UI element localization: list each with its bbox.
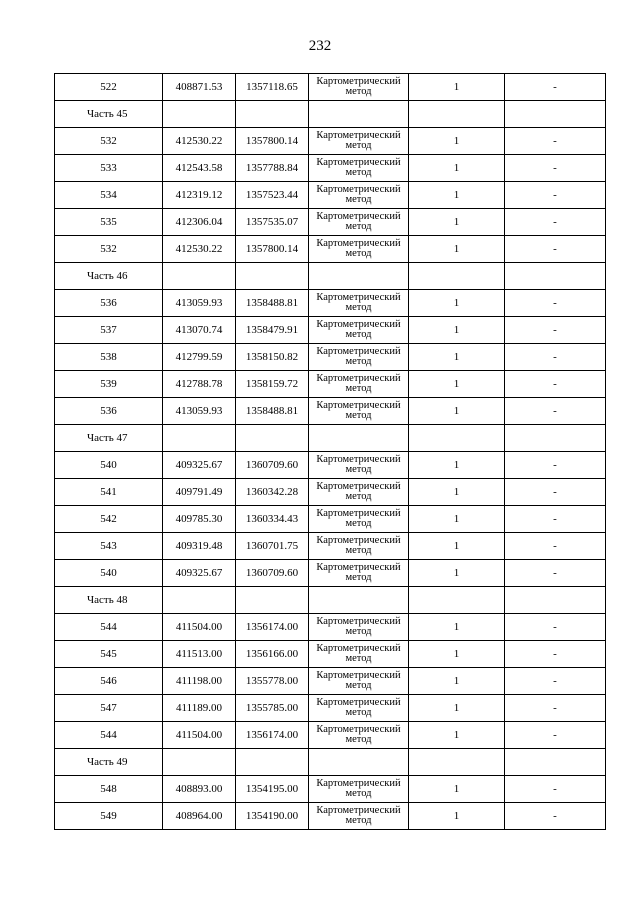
accuracy-cell: 1 (409, 560, 505, 587)
note-cell: - (505, 803, 606, 830)
note-cell: - (505, 290, 606, 317)
point-number-cell: 543 (55, 533, 163, 560)
part-header-row (55, 425, 606, 452)
point-number-cell: 542 (55, 506, 163, 533)
empty-cell (309, 425, 409, 452)
table-row (55, 209, 606, 236)
table-row (55, 398, 606, 425)
accuracy-cell: 1 (409, 506, 505, 533)
table-row (55, 128, 606, 155)
method-cell: Картометрический метод (309, 182, 409, 209)
accuracy-cell: 1 (409, 182, 505, 209)
y-coordinate-cell: 1355778.00 (236, 668, 309, 695)
point-number-cell: 549 (55, 803, 163, 830)
table-row (55, 290, 606, 317)
empty-cell (409, 425, 505, 452)
empty-cell (505, 425, 606, 452)
note-cell: - (505, 344, 606, 371)
part-label: Часть 48 (55, 587, 163, 614)
table-row (55, 722, 606, 749)
accuracy-cell: 1 (409, 452, 505, 479)
empty-cell (505, 587, 606, 614)
empty-cell (505, 263, 606, 290)
method-cell: Картометрический метод (309, 74, 409, 101)
x-coordinate-cell: 412530.22 (163, 236, 236, 263)
method-cell: Картометрический метод (309, 776, 409, 803)
table-row (55, 560, 606, 587)
x-coordinate-cell: 411513.00 (163, 641, 236, 668)
empty-cell (309, 587, 409, 614)
x-coordinate-cell: 409791.49 (163, 479, 236, 506)
table-row (55, 695, 606, 722)
method-cell: Картометрический метод (309, 506, 409, 533)
part-label: Часть 49 (55, 749, 163, 776)
method-cell: Картометрический метод (309, 371, 409, 398)
x-coordinate-cell: 412799.59 (163, 344, 236, 371)
table-row (55, 641, 606, 668)
point-number-cell: 532 (55, 236, 163, 263)
y-coordinate-cell: 1357788.84 (236, 155, 309, 182)
note-cell: - (505, 398, 606, 425)
note-cell: - (505, 209, 606, 236)
part-header-row (55, 749, 606, 776)
accuracy-cell: 1 (409, 803, 505, 830)
note-cell: - (505, 722, 606, 749)
part-label: Часть 45 (55, 101, 163, 128)
table-row (55, 776, 606, 803)
accuracy-cell: 1 (409, 641, 505, 668)
empty-cell (409, 101, 505, 128)
method-cell: Картометрический метод (309, 668, 409, 695)
note-cell: - (505, 560, 606, 587)
table-row (55, 614, 606, 641)
x-coordinate-cell: 409319.48 (163, 533, 236, 560)
part-header-row (55, 587, 606, 614)
method-cell: Картометрический метод (309, 614, 409, 641)
point-number-cell: 534 (55, 182, 163, 209)
note-cell: - (505, 641, 606, 668)
empty-cell (409, 749, 505, 776)
point-number-cell: 540 (55, 452, 163, 479)
point-number-cell: 538 (55, 344, 163, 371)
method-cell: Картометрический метод (309, 641, 409, 668)
y-coordinate-cell: 1354195.00 (236, 776, 309, 803)
note-cell: - (505, 74, 606, 101)
note-cell: - (505, 776, 606, 803)
empty-cell (409, 263, 505, 290)
accuracy-cell: 1 (409, 236, 505, 263)
x-coordinate-cell: 408893.00 (163, 776, 236, 803)
y-coordinate-cell: 1360709.60 (236, 452, 309, 479)
note-cell: - (505, 695, 606, 722)
point-number-cell: 540 (55, 560, 163, 587)
accuracy-cell: 1 (409, 722, 505, 749)
empty-cell (309, 101, 409, 128)
accuracy-cell: 1 (409, 128, 505, 155)
point-number-cell: 533 (55, 155, 163, 182)
empty-cell (163, 749, 236, 776)
accuracy-cell: 1 (409, 290, 505, 317)
y-coordinate-cell: 1358488.81 (236, 290, 309, 317)
coordinates-table (54, 73, 606, 830)
y-coordinate-cell: 1358488.81 (236, 398, 309, 425)
empty-cell (409, 587, 505, 614)
point-number-cell: 536 (55, 398, 163, 425)
table-row (55, 317, 606, 344)
method-cell: Картометрический метод (309, 155, 409, 182)
accuracy-cell: 1 (409, 344, 505, 371)
accuracy-cell: 1 (409, 155, 505, 182)
table-row (55, 668, 606, 695)
accuracy-cell: 1 (409, 317, 505, 344)
x-coordinate-cell: 413059.93 (163, 290, 236, 317)
y-coordinate-cell: 1360334.43 (236, 506, 309, 533)
method-cell: Картометрический метод (309, 560, 409, 587)
note-cell: - (505, 182, 606, 209)
method-cell: Картометрический метод (309, 803, 409, 830)
y-coordinate-cell: 1357800.14 (236, 128, 309, 155)
method-cell: Картометрический метод (309, 722, 409, 749)
y-coordinate-cell: 1357523.44 (236, 182, 309, 209)
y-coordinate-cell: 1356174.00 (236, 722, 309, 749)
table-row (55, 155, 606, 182)
point-number-cell: 545 (55, 641, 163, 668)
point-number-cell: 546 (55, 668, 163, 695)
note-cell: - (505, 506, 606, 533)
method-cell: Картометрический метод (309, 398, 409, 425)
empty-cell (236, 749, 309, 776)
accuracy-cell: 1 (409, 398, 505, 425)
empty-cell (163, 425, 236, 452)
x-coordinate-cell: 408964.00 (163, 803, 236, 830)
empty-cell (163, 263, 236, 290)
table-row (55, 74, 606, 101)
y-coordinate-cell: 1358150.82 (236, 344, 309, 371)
note-cell: - (505, 452, 606, 479)
x-coordinate-cell: 412530.22 (163, 128, 236, 155)
note-cell: - (505, 128, 606, 155)
point-number-cell: 532 (55, 128, 163, 155)
y-coordinate-cell: 1357118.65 (236, 74, 309, 101)
x-coordinate-cell: 411189.00 (163, 695, 236, 722)
y-coordinate-cell: 1360701.75 (236, 533, 309, 560)
y-coordinate-cell: 1360342.28 (236, 479, 309, 506)
page-number: 232 (308, 38, 332, 54)
x-coordinate-cell: 409325.67 (163, 452, 236, 479)
note-cell: - (505, 236, 606, 263)
part-header-row (55, 263, 606, 290)
table-row (55, 182, 606, 209)
accuracy-cell: 1 (409, 533, 505, 560)
y-coordinate-cell: 1360709.60 (236, 560, 309, 587)
y-coordinate-cell: 1356174.00 (236, 614, 309, 641)
point-number-cell: 544 (55, 722, 163, 749)
y-coordinate-cell: 1358159.72 (236, 371, 309, 398)
y-coordinate-cell: 1358479.91 (236, 317, 309, 344)
note-cell: - (505, 155, 606, 182)
method-cell: Картометрический метод (309, 452, 409, 479)
note-cell: - (505, 533, 606, 560)
x-coordinate-cell: 411504.00 (163, 614, 236, 641)
part-label: Часть 46 (55, 263, 163, 290)
empty-cell (163, 587, 236, 614)
coordinates-table-body (55, 74, 606, 830)
part-header-row (55, 101, 606, 128)
x-coordinate-cell: 412306.04 (163, 209, 236, 236)
empty-cell (236, 263, 309, 290)
empty-cell (236, 587, 309, 614)
empty-cell (236, 425, 309, 452)
x-coordinate-cell: 409325.67 (163, 560, 236, 587)
x-coordinate-cell: 411504.00 (163, 722, 236, 749)
x-coordinate-cell: 408871.53 (163, 74, 236, 101)
y-coordinate-cell: 1354190.00 (236, 803, 309, 830)
method-cell: Картометрический метод (309, 695, 409, 722)
x-coordinate-cell: 409785.30 (163, 506, 236, 533)
method-cell: Картометрический метод (309, 209, 409, 236)
accuracy-cell: 1 (409, 479, 505, 506)
point-number-cell: 522 (55, 74, 163, 101)
y-coordinate-cell: 1356166.00 (236, 641, 309, 668)
table-row (55, 236, 606, 263)
point-number-cell: 547 (55, 695, 163, 722)
table-row (55, 479, 606, 506)
point-number-cell: 541 (55, 479, 163, 506)
note-cell: - (505, 371, 606, 398)
note-cell: - (505, 614, 606, 641)
empty-cell (309, 263, 409, 290)
note-cell: - (505, 317, 606, 344)
y-coordinate-cell: 1357535.07 (236, 209, 309, 236)
accuracy-cell: 1 (409, 695, 505, 722)
y-coordinate-cell: 1357800.14 (236, 236, 309, 263)
empty-cell (505, 749, 606, 776)
point-number-cell: 535 (55, 209, 163, 236)
method-cell: Картометрический метод (309, 290, 409, 317)
accuracy-cell: 1 (409, 668, 505, 695)
table-row (55, 371, 606, 398)
point-number-cell: 548 (55, 776, 163, 803)
accuracy-cell: 1 (409, 209, 505, 236)
accuracy-cell: 1 (409, 371, 505, 398)
empty-cell (505, 101, 606, 128)
x-coordinate-cell: 413070.74 (163, 317, 236, 344)
method-cell: Картометрический метод (309, 344, 409, 371)
table-row (55, 803, 606, 830)
table-row (55, 344, 606, 371)
part-label: Часть 47 (55, 425, 163, 452)
y-coordinate-cell: 1355785.00 (236, 695, 309, 722)
x-coordinate-cell: 413059.93 (163, 398, 236, 425)
accuracy-cell: 1 (409, 776, 505, 803)
x-coordinate-cell: 412788.78 (163, 371, 236, 398)
method-cell: Картометрический метод (309, 533, 409, 560)
accuracy-cell: 1 (409, 614, 505, 641)
table-row (55, 506, 606, 533)
empty-cell (163, 101, 236, 128)
x-coordinate-cell: 412543.58 (163, 155, 236, 182)
table-row (55, 452, 606, 479)
table-row (55, 533, 606, 560)
note-cell: - (505, 668, 606, 695)
method-cell: Картометрический метод (309, 479, 409, 506)
point-number-cell: 539 (55, 371, 163, 398)
x-coordinate-cell: 412319.12 (163, 182, 236, 209)
point-number-cell: 537 (55, 317, 163, 344)
empty-cell (309, 749, 409, 776)
note-cell: - (505, 479, 606, 506)
method-cell: Картометрический метод (309, 236, 409, 263)
method-cell: Картометрический метод (309, 317, 409, 344)
empty-cell (236, 101, 309, 128)
point-number-cell: 544 (55, 614, 163, 641)
point-number-cell: 536 (55, 290, 163, 317)
method-cell: Картометрический метод (309, 128, 409, 155)
x-coordinate-cell: 411198.00 (163, 668, 236, 695)
accuracy-cell: 1 (409, 74, 505, 101)
